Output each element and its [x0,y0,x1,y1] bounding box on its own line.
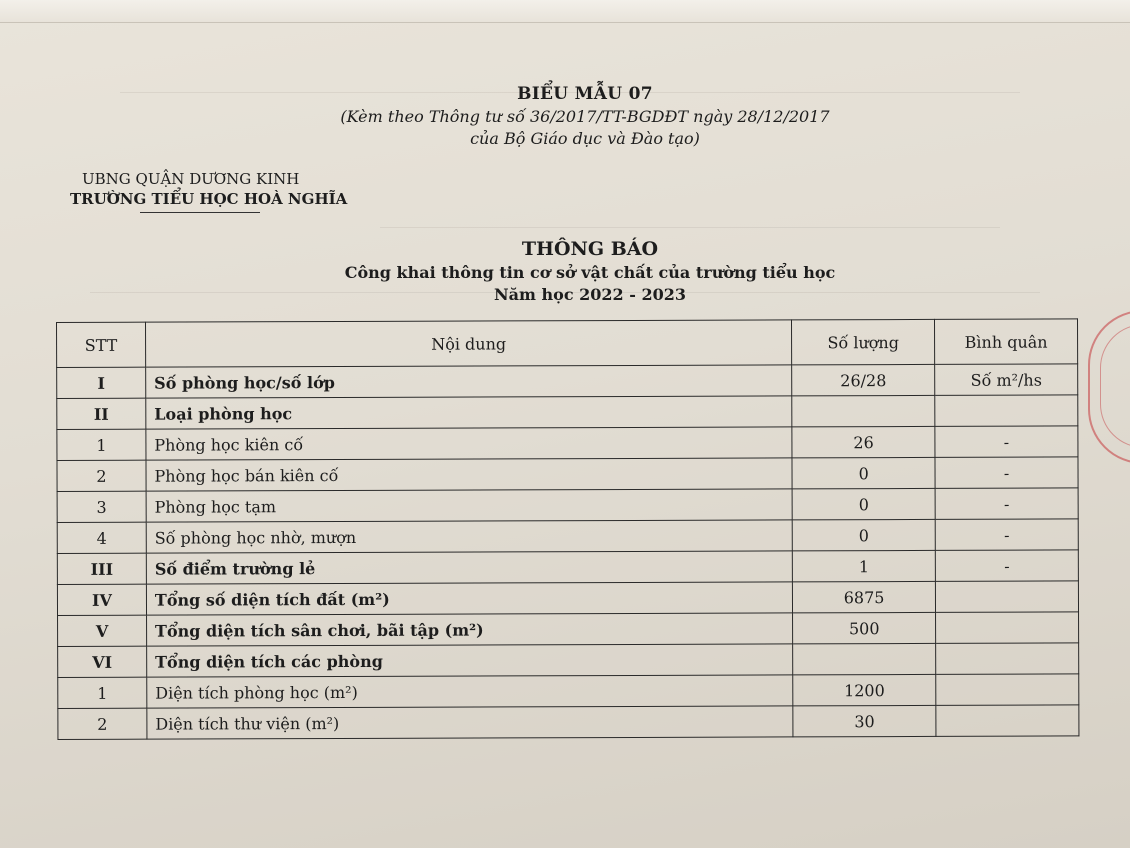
row-quantity: 0 [792,457,935,488]
form-reference-line-1: (Kèm theo Thông tư số 36/2017/TT-BGDĐT ngày 28/12/2017 [340,107,830,126]
row-average: - [935,488,1078,519]
row-average: - [935,550,1078,581]
row-stt: 2 [57,460,146,491]
row-content: Tổng diện tích sân chơi, bãi tập (m²) [146,613,792,646]
row-content: Số điểm trường lẻ [146,551,792,584]
row-content: Diện tích phòng học (m²) [147,675,793,708]
header-quantity: Số lượng [792,319,935,364]
table-header-row [57,319,1078,368]
header-stt: STT [57,322,146,367]
row-stt: III [57,553,146,584]
table-row [58,612,1079,647]
row-average [936,612,1079,643]
row-average: - [935,426,1078,457]
row-quantity: 1200 [793,674,936,705]
row-quantity: 30 [793,705,936,736]
header-content: Nội dung [145,320,791,367]
organization-header [70,170,370,213]
row-quantity [793,643,936,674]
row-stt: 1 [58,677,147,708]
facilities-table-wrapper [56,322,1078,740]
row-content: Số phòng học nhờ, mượn [146,520,792,553]
row-content: Phòng học bán kiên cố [146,458,792,491]
table-row [58,674,1079,709]
school-name: TRƯỜNG TIỂU HỌC HOÀ NGHĨA [70,190,348,208]
row-content: Diện tích thư viện (m²) [147,706,793,739]
row-quantity: 0 [792,519,935,550]
facilities-table [56,318,1079,740]
row-content: Tổng số diện tích đất (m²) [146,582,792,615]
notice-title: THÔNG BÁO [521,238,659,260]
row-average [935,581,1078,612]
form-title: BIỂU MẪU 07 [517,84,653,104]
document-page [0,22,1130,848]
row-content: Phòng học tạm [146,489,792,522]
row-quantity [792,395,935,426]
row-average [936,705,1079,736]
row-stt: VI [58,646,147,677]
table-row [57,519,1078,554]
table-row [57,457,1078,492]
row-stt: V [58,615,147,646]
notice-subtitle: Công khai thông tin cơ sở vật chất của trường tiểu học [344,263,836,282]
row-stt: I [57,367,146,398]
row-quantity: 6875 [793,581,936,612]
notice-school-year: Năm học 2022 - 2023 [494,285,686,304]
table-row [57,488,1078,523]
header-average: Bình quân [935,319,1078,364]
table-row [58,643,1079,678]
parent-organization: UBNG QUẬN DƯƠNG KINH [82,170,300,188]
row-average: - [935,457,1078,488]
row-average [936,643,1079,674]
row-content: Loại phòng học [146,396,792,429]
row-stt: 1 [57,429,146,460]
seal-inner-ring [1100,324,1130,448]
table-row [57,550,1078,585]
table-row [57,395,1078,430]
form-reference-line-2: của Bộ Giáo dục và Đào tạo) [470,129,700,148]
row-average: Số m²/hs [935,364,1078,395]
table-row [57,581,1078,616]
row-stt: II [57,398,146,429]
form-header [330,84,840,150]
page-fold-edge [0,0,1130,23]
official-seal-stamp [1088,310,1130,464]
table-row [58,705,1079,740]
table-row [57,364,1078,399]
row-average [936,674,1079,705]
row-quantity: 26/28 [792,364,935,395]
row-stt: 3 [57,491,146,522]
notice-header [300,238,880,306]
row-stt: IV [57,584,146,615]
school-name-underline [140,212,260,213]
row-average: - [935,519,1078,550]
row-content: Phòng học kiên cố [146,427,792,460]
row-quantity: 500 [793,612,936,643]
row-content: Tổng diện tích các phòng [147,644,793,677]
row-stt: 4 [57,522,146,553]
row-content: Số phòng học/số lớp [146,365,792,398]
row-average [935,395,1078,426]
table-row [57,426,1078,461]
row-quantity: 26 [792,426,935,457]
row-stt: 2 [58,708,147,739]
row-quantity: 0 [792,488,935,519]
bleed-through-line [380,227,1000,228]
row-quantity: 1 [792,550,935,581]
